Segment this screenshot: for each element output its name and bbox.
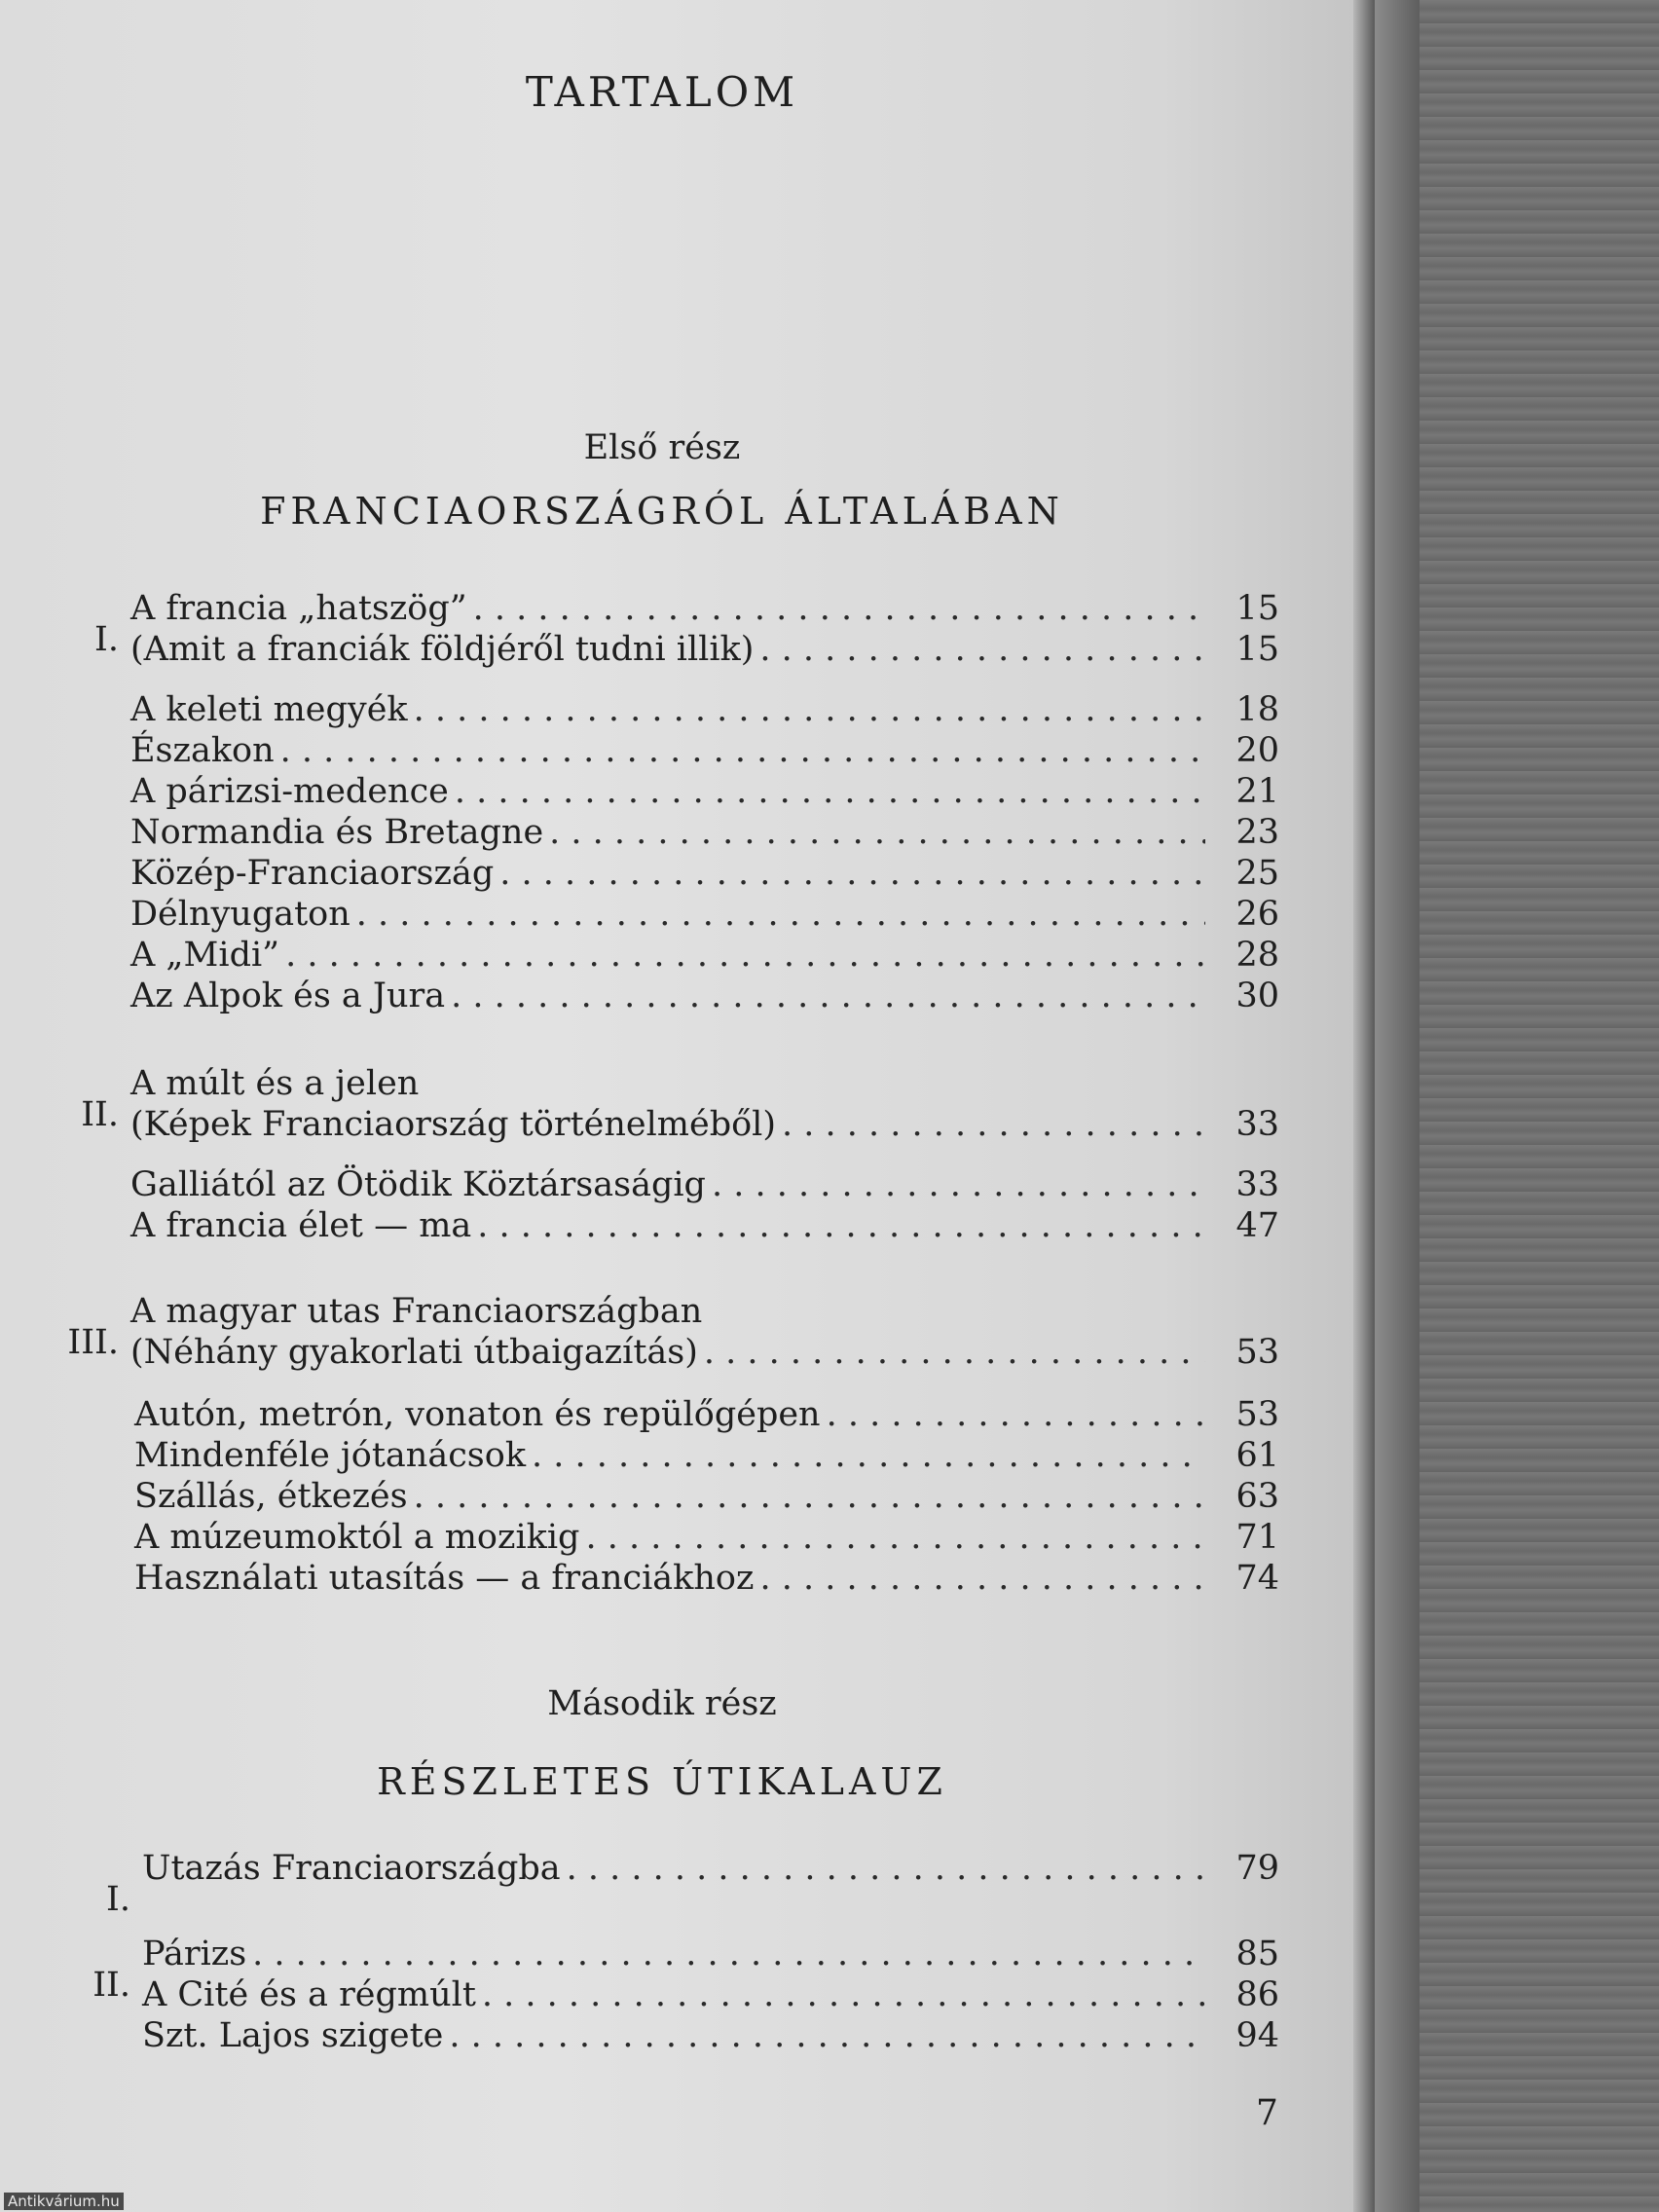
toc-entry[interactable] bbox=[134, 1558, 1279, 1599]
toc-entry[interactable] bbox=[130, 771, 1279, 812]
entry-title: Szállás, étkezés bbox=[134, 1477, 408, 1516]
entry-title: A múlt és a jelen bbox=[130, 1064, 420, 1103]
entry-title: A Cité és a régmúlt bbox=[142, 1975, 476, 2014]
dot-leader bbox=[414, 1476, 1205, 1517]
entry-title: A párizsi-medence bbox=[130, 772, 449, 811]
entry-title: Használati utasítás — a franciákhoz bbox=[134, 1559, 755, 1598]
entry-page: 15 bbox=[1235, 630, 1279, 669]
toc-entry[interactable] bbox=[130, 730, 1279, 771]
dot-leader bbox=[549, 812, 1205, 853]
entry-title: (Néhány gyakorlati útbaigazítás) bbox=[130, 1333, 698, 1372]
dot-leader bbox=[704, 1332, 1205, 1373]
part-two-label: Második rész bbox=[547, 1684, 777, 1723]
toc-entry[interactable] bbox=[130, 1104, 1279, 1145]
toc-entry[interactable] bbox=[134, 1394, 1279, 1435]
dot-leader bbox=[499, 853, 1205, 894]
dot-leader bbox=[252, 1934, 1205, 1974]
dot-leader bbox=[451, 976, 1205, 1016]
entry-title: Autón, metrón, vonaton és repülőgépen bbox=[134, 1395, 821, 1434]
entry-number: II. bbox=[92, 1966, 130, 2005]
cover-edge bbox=[1375, 0, 1419, 2212]
part-two-title: RÉSZLETES ÚTIKALAUZ bbox=[377, 1760, 947, 1803]
entry-title: A múzeumoktól a mozikig bbox=[134, 1518, 580, 1557]
dot-leader bbox=[473, 588, 1205, 629]
entry-title: Utazás Franciaországba bbox=[142, 1849, 561, 1888]
entry-page: 79 bbox=[1235, 1849, 1279, 1888]
watermark: Antikvárium.hu bbox=[4, 2193, 124, 2210]
toc-title: TARTALOM bbox=[525, 68, 799, 116]
dot-leader bbox=[482, 1974, 1205, 2015]
dot-leader bbox=[827, 1394, 1205, 1435]
entry-title: Párizs bbox=[142, 1935, 247, 1973]
toc-entry[interactable] bbox=[134, 1476, 1279, 1517]
toc-entry[interactable] bbox=[130, 894, 1279, 935]
toc-entry[interactable] bbox=[130, 1164, 1279, 1205]
toc-entry[interactable] bbox=[142, 2015, 1279, 2056]
entry-title: A francia élet — ma bbox=[130, 1206, 472, 1245]
dot-leader bbox=[455, 771, 1205, 812]
toc-entry[interactable] bbox=[130, 976, 1279, 1016]
part-one-title: FRANCIAORSZÁGRÓL ÁLTALÁBAN bbox=[260, 490, 1064, 533]
entry-page: 71 bbox=[1235, 1518, 1279, 1557]
dot-leader bbox=[759, 629, 1205, 670]
entry-page: 53 bbox=[1235, 1395, 1279, 1434]
toc-entry[interactable] bbox=[130, 629, 1279, 670]
entry-title: Közép-Franciaország bbox=[130, 854, 495, 893]
entry-page: 61 bbox=[1235, 1436, 1279, 1475]
entry-page: 63 bbox=[1235, 1477, 1279, 1516]
toc-entry[interactable] bbox=[142, 1974, 1279, 2015]
page-number: 7 bbox=[1256, 2093, 1278, 2133]
toc-entry[interactable] bbox=[134, 1517, 1279, 1558]
entry-page: 18 bbox=[1235, 690, 1279, 729]
entry-page: 94 bbox=[1235, 2016, 1279, 2055]
toc-entry[interactable] bbox=[130, 812, 1279, 853]
dot-leader bbox=[285, 935, 1205, 976]
entry-title: (Amit a franciák földjéről tudni illik) bbox=[130, 630, 755, 669]
entry-page: 47 bbox=[1235, 1206, 1279, 1245]
dot-leader bbox=[280, 730, 1205, 771]
entry-page: 86 bbox=[1235, 1975, 1279, 2014]
entry-title: A francia „hatszög” bbox=[130, 589, 467, 628]
entry-page: 85 bbox=[1235, 1935, 1279, 1973]
dot-leader bbox=[759, 1558, 1205, 1599]
entry-page: 21 bbox=[1235, 772, 1279, 811]
entry-number: I. bbox=[94, 620, 119, 659]
dot-leader bbox=[449, 2015, 1205, 2056]
entry-page: 33 bbox=[1235, 1105, 1279, 1144]
toc-entry[interactable] bbox=[130, 1205, 1279, 1246]
entry-title: A „Midi” bbox=[130, 936, 280, 975]
dot-leader bbox=[414, 689, 1205, 730]
entry-page: 30 bbox=[1235, 977, 1279, 1015]
entry-page: 25 bbox=[1235, 854, 1279, 893]
entry-page: 26 bbox=[1235, 895, 1279, 934]
entry-title: A magyar utas Franciaországban bbox=[130, 1292, 703, 1331]
entry-number: II. bbox=[81, 1095, 119, 1134]
entry-title: Délnyugaton bbox=[130, 895, 350, 934]
entry-title: Galliától az Ötödik Köztársaságig bbox=[130, 1165, 706, 1204]
entry-page: 53 bbox=[1235, 1333, 1279, 1372]
entry-title: A keleti megyék bbox=[130, 690, 408, 729]
entry-page: 28 bbox=[1235, 936, 1279, 975]
entry-title: Szt. Lajos szigete bbox=[142, 2016, 444, 2055]
dot-leader bbox=[477, 1205, 1205, 1246]
toc-entry[interactable] bbox=[130, 853, 1279, 894]
entry-title: Északon bbox=[130, 731, 275, 770]
toc-entry[interactable] bbox=[130, 689, 1279, 730]
toc-entry[interactable] bbox=[130, 1332, 1279, 1373]
dot-leader bbox=[356, 894, 1205, 935]
entry-number: III. bbox=[67, 1323, 119, 1362]
entry-page: 74 bbox=[1235, 1559, 1279, 1598]
toc-entry[interactable] bbox=[130, 935, 1279, 976]
entry-title: Mindenféle jótanácsok bbox=[134, 1436, 527, 1475]
entry-title: (Képek Franciaország történelméből) bbox=[130, 1105, 777, 1144]
entry-page: 20 bbox=[1235, 731, 1279, 770]
dot-leader bbox=[567, 1848, 1205, 1889]
entry-title: Az Alpok és a Jura bbox=[130, 977, 446, 1015]
dot-leader bbox=[585, 1517, 1205, 1558]
entry-number: I. bbox=[106, 1880, 130, 1919]
entry-page: 33 bbox=[1235, 1165, 1279, 1204]
entry-page: 15 bbox=[1235, 589, 1279, 628]
entry-title: Normandia és Bretagne bbox=[130, 813, 544, 852]
part-one-label: Első rész bbox=[583, 428, 741, 467]
dot-leader bbox=[532, 1435, 1205, 1476]
toc-entry[interactable] bbox=[106, 1848, 1279, 1919]
dot-leader bbox=[712, 1164, 1205, 1205]
dot-leader bbox=[782, 1104, 1205, 1145]
entry-page: 23 bbox=[1235, 813, 1279, 852]
page-edge bbox=[1353, 0, 1375, 2212]
toc-entry[interactable] bbox=[134, 1435, 1279, 1476]
